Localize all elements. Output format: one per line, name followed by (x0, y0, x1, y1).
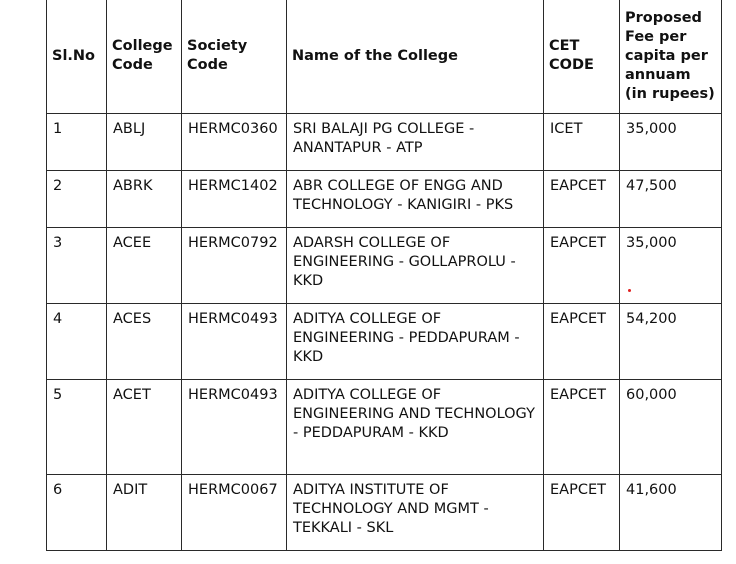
cell-cet-code: EAPCET (544, 228, 620, 304)
cell-fee: 41,600 (620, 475, 722, 551)
table-row (47, 228, 722, 304)
cell-society-code: HERMC0493 (182, 380, 287, 475)
cell-college-name: ADITYA INSTITUTE OF TECHNOLOGY AND MGMT - TEKKALI - SKL (287, 475, 544, 551)
cell-fee: 47,500 (620, 171, 722, 228)
cell-society-code: HERMC0067 (182, 475, 287, 551)
cell-college-name: ADITYA COLLEGE OF ENGINEERING AND TECHNOLOGY - PEDDAPURAM - KKD (287, 380, 544, 475)
cell-society-code: HERMC0792 (182, 228, 287, 304)
cell-sl-no: 2 (47, 171, 107, 228)
red-ink-speck (628, 289, 631, 292)
cell-college-code: ACES (107, 304, 182, 380)
cell-college-name: ADITYA COLLEGE OF ENGINEERING - PEDDAPURAM - KKD (287, 304, 544, 380)
cell-sl-no: 1 (47, 114, 107, 171)
cell-cet-code: EAPCET (544, 380, 620, 475)
fee-table (46, 0, 722, 551)
cell-society-code: HERMC0493 (182, 304, 287, 380)
cell-society-code: HERMC1402 (182, 171, 287, 228)
cell-college-code: ADIT (107, 475, 182, 551)
table-row (47, 171, 722, 228)
header-proposed-fee: Proposed Fee per capita per annuam (in rupees) (620, 0, 722, 114)
cell-college-code: ACEE (107, 228, 182, 304)
cell-college-name: ABR COLLEGE OF ENGG AND TECHNOLOGY - KANIGIRI - PKS (287, 171, 544, 228)
cell-college-name: ADARSH COLLEGE OF ENGINEERING - GOLLAPROLU - KKD (287, 228, 544, 304)
cell-society-code: HERMC0360 (182, 114, 287, 171)
cell-fee: 35,000 (620, 114, 722, 171)
cell-fee: 35,000 (620, 228, 722, 304)
table-row (47, 475, 722, 551)
cell-cet-code: EAPCET (544, 475, 620, 551)
header-college-code: College Code (107, 0, 182, 114)
cell-sl-no: 5 (47, 380, 107, 475)
cell-college-code: ABRK (107, 171, 182, 228)
header-sl-no: Sl.No (47, 0, 107, 114)
table-row (47, 380, 722, 475)
header-row (47, 0, 722, 114)
table-row (47, 304, 722, 380)
header-college-name: Name of the College (287, 0, 544, 114)
cell-sl-no: 3 (47, 228, 107, 304)
cell-college-code: ACET (107, 380, 182, 475)
cell-cet-code: EAPCET (544, 171, 620, 228)
header-society-code: Society Code (182, 0, 287, 114)
cell-college-name: SRI BALAJI PG COLLEGE - ANANTAPUR - ATP (287, 114, 544, 171)
cell-sl-no: 6 (47, 475, 107, 551)
cell-college-code: ABLJ (107, 114, 182, 171)
cell-cet-code: EAPCET (544, 304, 620, 380)
cell-sl-no: 4 (47, 304, 107, 380)
cell-fee: 54,200 (620, 304, 722, 380)
header-cet-code: CET CODE (544, 0, 620, 114)
cell-cet-code: ICET (544, 114, 620, 171)
cell-fee: 60,000 (620, 380, 722, 475)
table-row (47, 114, 722, 171)
